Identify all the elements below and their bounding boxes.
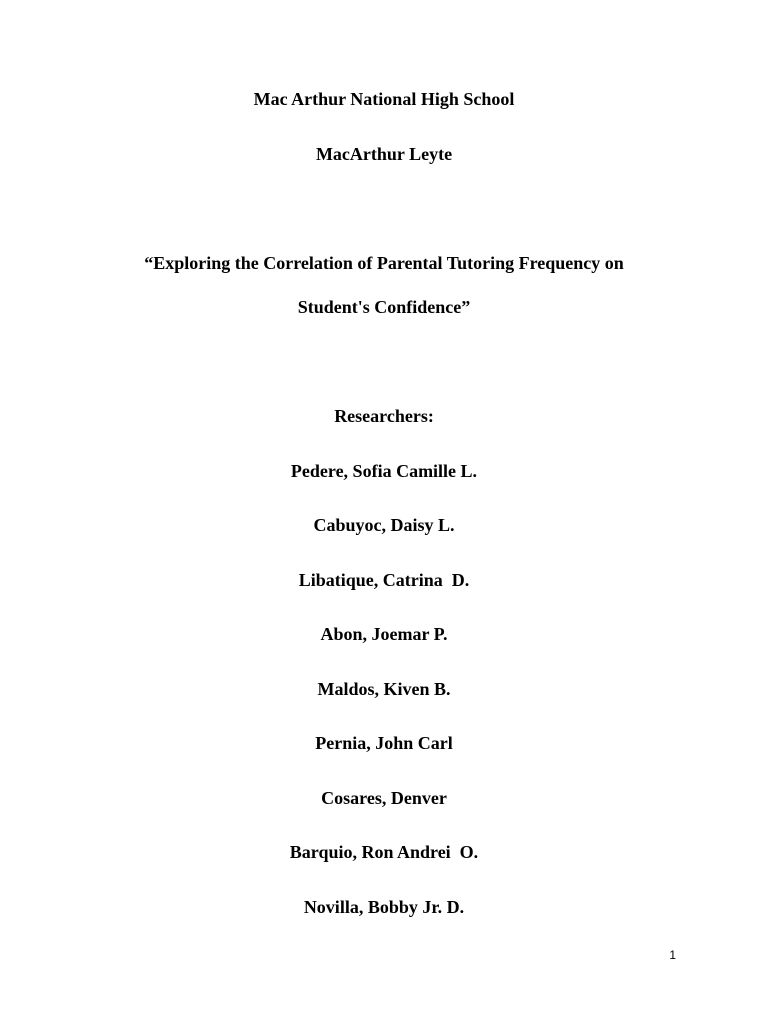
researcher-name: Cosares, Denver [321, 788, 447, 808]
researcher-name: Cabuyoc, Daisy L. [313, 515, 455, 535]
research-title-line-1: “Exploring the Correlation of Parental Tutoring Frequency on [144, 253, 624, 273]
researcher-name: Abon, Joemar P. [320, 624, 448, 644]
researcher-name: Pernia, John Carl [315, 733, 453, 753]
researcher-name: Libatique, Catrina D. [298, 570, 470, 590]
researcher-name: Novilla, Bobby Jr. D. [303, 897, 465, 917]
page-number: 1 [669, 948, 676, 962]
researcher-name: Pedere, Sofia Camille L. [290, 461, 478, 481]
researcher-name: Barquio, Ron Andrei O. [289, 842, 479, 862]
researcher-name: Maldos, Kiven B. [317, 679, 451, 699]
researchers-heading: Researchers: [334, 406, 434, 426]
school-location: MacArthur Leyte [315, 144, 453, 164]
school-name: Mac Arthur National High School [253, 89, 515, 109]
research-title-line-2: Student's Confidence” [297, 297, 471, 317]
